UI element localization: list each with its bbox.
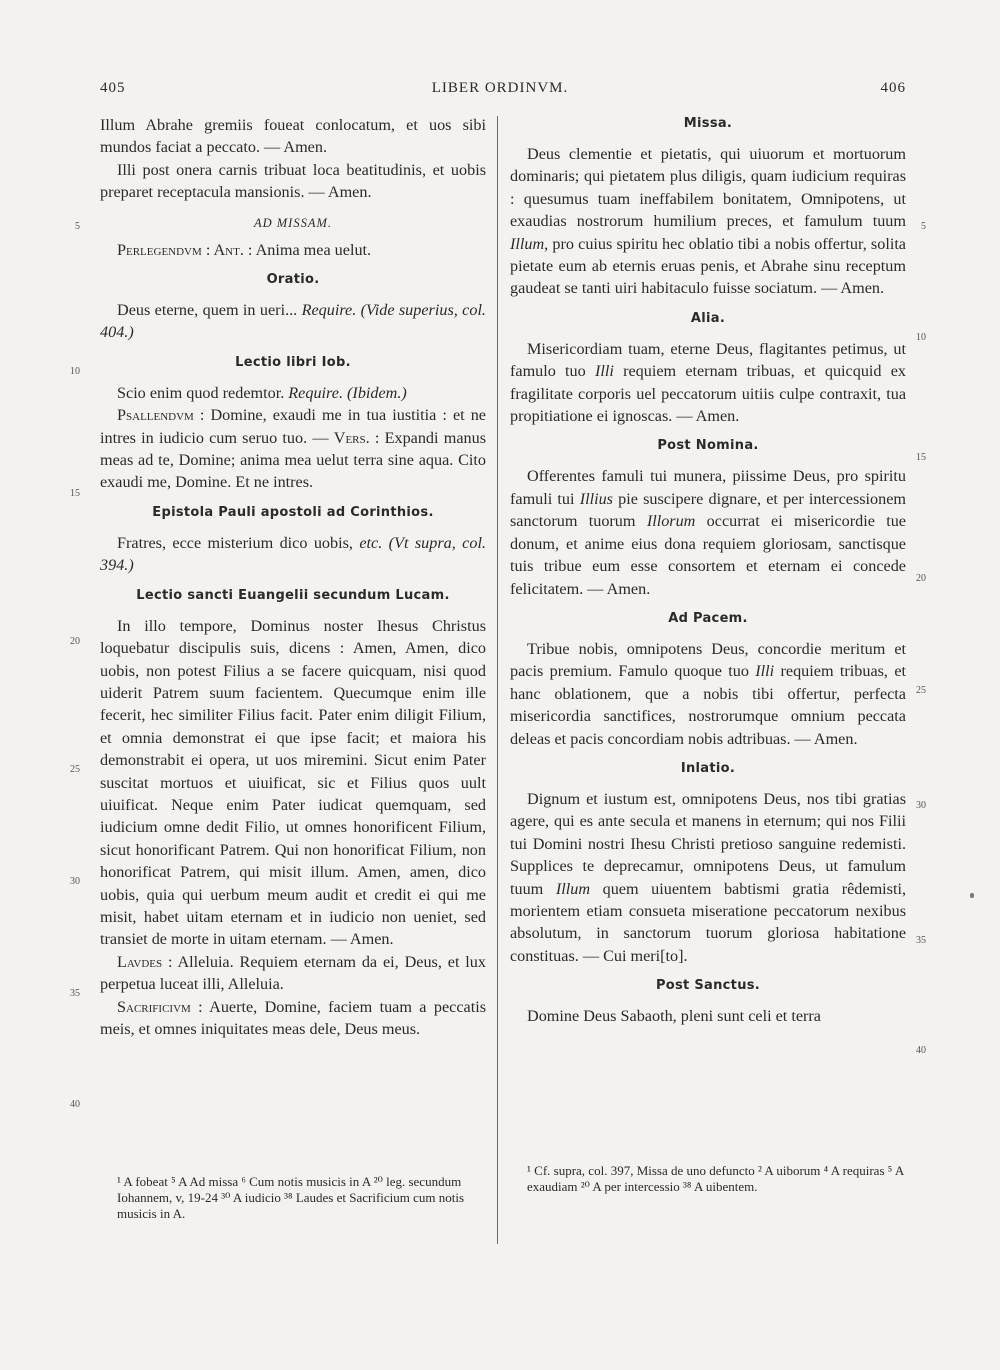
text-run: requiem tribuas, et hanc oblationem, que a nobis tibi offertur, perfecta misericordia sanctifices, nostrorumque omnium peccata deleas et pacis concordiam nobis adtribuas. — Amen. (510, 662, 906, 748)
text-run-italic: etc. (359, 533, 383, 552)
text-run-italic: Illum (510, 234, 545, 253)
paragraph (510, 465, 906, 599)
line-number: 40 (70, 1099, 80, 1110)
paragraph (510, 638, 906, 750)
section-heading: Epistola Pauli apostoli ad Corinthios. (152, 504, 434, 520)
rubric-label: Sacrificivm (117, 997, 191, 1016)
running-title: LIBER ORDINVM. (431, 80, 569, 96)
right-column (510, 114, 906, 1028)
paragraph (100, 404, 486, 494)
paragraph (510, 788, 906, 967)
page-number-left: 405 (100, 80, 126, 96)
paragraph: In illo tempore, Dominus noster Ihesus Christus loquebatur discipulis suis, dicens : Amen, Amen, dico uobis, non potest Filius a se facere quicquam, nisi quod uiderit Patrem suum facientem. Quecumque enim ille fecerit, hec similiter Filius facit. Pater enim diligit Filium, et omnia demonstrat ei que ipse facit; et maiora his demonstrabit ei opera, ut uos miremini. Sicut enim Pater suscitat mortuos et uiuificat, sic et Filius quos uult uiuificat. Neque enim Pater iudicat quemquam, sed iudicium omne dedit Filio, ut omnes honorificent Filium, sicut honorificant Patrem. Qui non honorificat Filium, non honorificat Patrem, qui misit illum. Amen, amen, dico uobis, quia qui uerbum meum audit et credit ei qui me misit, habet uitam eternam et in iudicio non ueniet, sed transiet de morte in uitam eternam. — Amen. (100, 616, 486, 949)
line-number: 20 (70, 636, 80, 647)
paragraph (100, 239, 486, 261)
paragraph (100, 996, 486, 1041)
section-heading: Alia. (690, 310, 726, 326)
paragraph (100, 299, 486, 344)
text-run: Tribue nobis, omnipotens Deus, concordie meritum et pacis premium. Famulo quoque tuo (510, 639, 906, 681)
section-subtitle: AD MISSAM. (253, 215, 333, 230)
line-number: 25 (70, 764, 80, 775)
section-heading: Lectio sancti Euangelii secundum Lucam. (136, 587, 450, 603)
line-number: 10 (916, 332, 926, 343)
line-number: 30 (70, 876, 80, 887)
text-run: Deus eterne, quem in ueri... (117, 301, 302, 320)
text-run: Offerentes famuli tui munera, piissime Deus, pro spiritu famuli tui (510, 467, 906, 508)
text-run: : Auerte, Domine, faciem tuam a peccatis meis, et omnes iniquitates meas dele, Deus meus. (100, 997, 486, 1038)
section-heading: Post Sanctus. (655, 978, 761, 994)
text-run: : Anima mea uelut. (243, 240, 372, 259)
line-number: 35 (70, 988, 80, 999)
text-run: : Alleluia. Requiem eternam da ei, Deus, et lux perpetua luceat illi, Alleluia. (100, 952, 486, 994)
paragraph: Domine Deus Sabaoth, pleni sunt celi et terra (527, 1007, 821, 1026)
line-number: 35 (916, 935, 926, 946)
rubric-label: Psallendvm (117, 406, 194, 425)
line-number: 25 (916, 685, 926, 696)
text-run-italic: Illi (755, 662, 775, 681)
line-number: 5 (75, 221, 80, 232)
text-run-italic: Require. (Ibidem.) (288, 383, 407, 402)
paragraph (510, 143, 906, 300)
text-run: occurrat ei misericordie tue donum, et anime eius dona requiem gloriosam, sanctisque tuis tribue eum esse consortem et eternam ei concede felicitatem. — Amen. (510, 512, 906, 598)
paragraph: Illum Abrahe gremiis foueat conlocatum, et uos sibi mundos faciat a peccato. — Amen. (100, 116, 486, 157)
text-run: quem uiuentem babtismi gratia rêdemisti, morientem etiam consueta miseratione peccatorum nexibus absolutum, in sanctorum tuorum gloriosa habitatione constituas. — Cui meri[to]. (510, 879, 906, 965)
line-number: 5 (921, 221, 926, 232)
section-heading: Missa. (683, 116, 733, 131)
paragraph: Illi post onera carnis tribuat loca beatitudinis, et uobis preparet receptacula mansionis. — Amen. (100, 160, 486, 202)
section-heading: Inlatio. (680, 760, 736, 776)
line-number: 30 (916, 800, 926, 811)
text-run: : Expandi manus meas ad te, Domine; anima mea uelut terra sine aqua. Cito exaudi me, Domine. Et ne intres. (100, 428, 486, 492)
text-run: requiem eternam tribuas, et quicquid ex fragilitate corporis uel peccatorum uitiis culpe contraxit, tua propitiatione ei ignoscas. — Amen. (510, 362, 906, 426)
text-run: pie suscipere dignare, et per intercessionem sanctorum tuorum (510, 489, 906, 531)
column-divider (497, 116, 498, 1244)
line-number: 20 (916, 573, 926, 584)
reference: (Vide superius, col. 404.) (100, 301, 486, 342)
text-run-italic: Require. (301, 301, 357, 320)
text-run-italic: Illi (594, 362, 614, 381)
paragraph (100, 382, 486, 404)
paragraph (100, 532, 486, 577)
text-run: : Domine, exaudi me in tua iustitia : et ne intres in iudicio cum seruo tuo. — (100, 406, 486, 447)
paragraph (100, 951, 486, 996)
text-run-italic: Illius (579, 489, 613, 508)
line-number: 15 (70, 488, 80, 499)
text-run: Fratres, ecce misterium dico uobis, (117, 533, 360, 552)
left-column (100, 114, 486, 1040)
line-number: 40 (916, 1045, 926, 1056)
text-run: Dignum et iustum est, omnipotens Deus, nos tibi gratias agere, qui es ante secula et manens in eternum; qui nos Filii tui Domini nostri Ihesu Christi pretioso sanguine redemisti. Supplices te deprecamur, omnipotens Deus, ut famulum tuum (510, 789, 906, 898)
section-heading: Post Nomina. (657, 438, 759, 454)
footnotes-right: ¹ Cf. supra, col. 397, Missa de uno defuncto ² A uiborum ⁴ A requiras ⁵ A exaudiam ²⁰ A per intercessio ³⁸ A uibentem. (527, 1163, 904, 1194)
paragraph (510, 338, 906, 428)
footnotes-left: ¹ A fobeat ⁵ A Ad missa ⁶ Cum notis musicis in A ²⁰ leg. secundum Iohannem, v, 19-24 ³⁰ A iudicio ³⁸ Laudes et Sacrificium cum notis musicis in A. (117, 1174, 465, 1221)
section-heading: Ad Pacem. (668, 610, 748, 626)
text-run-italic: Illorum (646, 512, 696, 531)
line-number: 15 (916, 452, 926, 463)
page-number-right: 406 (880, 80, 906, 96)
rubric-label: Lavdes (117, 952, 163, 971)
text-run: , pro cuius spiritu hec oblatio tibi a nobis offertur, solita pietate eum ab eternis eruas penis, et Abrahe sinu receptum gaudeat se tanti uiri habitaculo fuisse sociatum. — Amen. (510, 234, 906, 298)
line-number: 10 (70, 366, 80, 377)
rubric-label: Perlegendvm : Ant. (117, 240, 244, 259)
ink-speck (970, 893, 974, 898)
reference: (Vt supra, col. 394.) (100, 533, 486, 575)
section-heading: Lectio libri Iob. (235, 354, 351, 370)
section-heading: Oratio. (266, 272, 320, 288)
text-run: Misericordiam tuam, eterne Deus, flagitantes petimus, ut famulo tuo (510, 339, 906, 381)
text-run-italic: Illum (555, 879, 591, 898)
text-run: Scio enim quod redemtor. (117, 383, 289, 402)
text-run: Deus clementie et pietatis, qui uiuorum et mortuorum dominaris; qui pietatem plus diligis, quam iudicium requiras : quesumus tuam ineffabilem bonitatem, Omnipotens, ut exaudias nostrorum humilium preces, et famulum tuum (510, 145, 906, 231)
rubric-label: Vers. (333, 428, 370, 447)
